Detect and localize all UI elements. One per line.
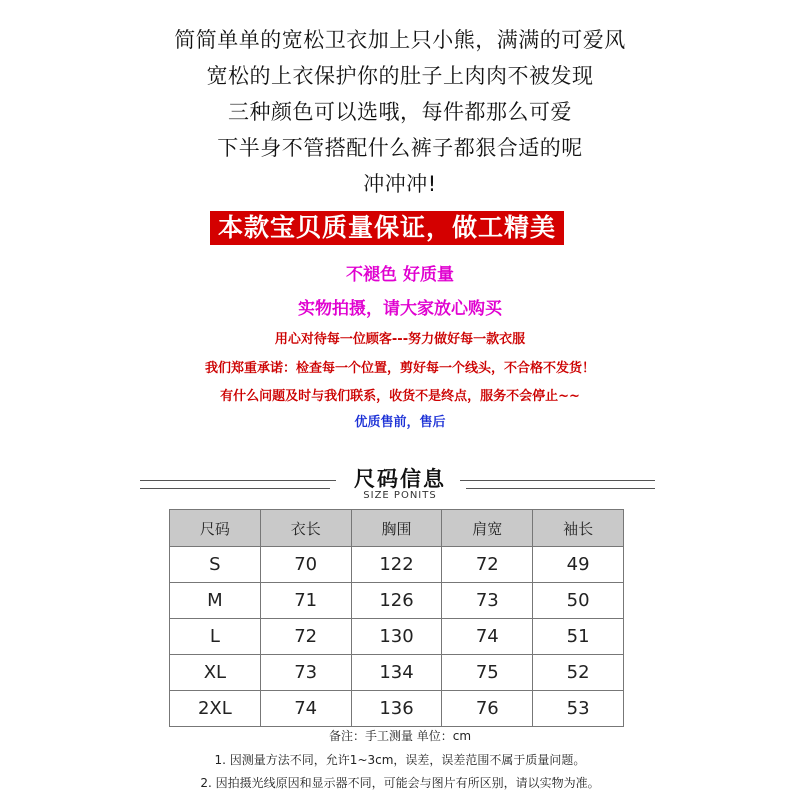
sleeve-cell: 51 [533,619,624,655]
promo-line-real-photo: 实物拍摄，请大家放心购买 [298,299,502,319]
size-cell: 2XL [170,691,261,727]
header-cell: 胸围 [351,510,442,547]
table-row [170,583,624,619]
size-table-header [170,510,624,547]
size-table [169,509,624,727]
length-cell: 74 [260,691,351,727]
promo-line-colorfast: 不褪色 好质量 [346,265,454,285]
description-line: 冲冲冲! [363,172,437,196]
table-row [170,655,624,691]
description-line: 简简单单的宽松卫衣加上只小熊，满满的可爱风 [174,28,626,52]
size-section-title: 尺码信息 [354,467,446,491]
shoulder-cell: 76 [442,691,533,727]
header-cell: 肩宽 [442,510,533,547]
promo-line-promise: 我们郑重承诺：检查每一个位置，剪好每一个线头，不合格不发货！ [204,361,595,376]
sleeve-cell: 50 [533,583,624,619]
description-line: 宽松的上衣保护你的肚子上肉肉不被发现 [206,64,594,88]
table-row [170,691,624,727]
quality-banner: 本款宝贝质量保证，做工精美 [210,211,564,245]
length-cell: 73 [260,655,351,691]
measurement-note: 备注：手工测量 单位：cm [328,729,472,743]
chest-cell: 134 [351,655,442,691]
shoulder-cell: 74 [442,619,533,655]
chest-cell: 130 [351,619,442,655]
tolerance-note: 1. 因测量方法不同，允许1~3cm，误差，误差范围不属于质量问题。 [214,753,586,767]
chest-cell: 122 [351,547,442,583]
header-cell: 尺码 [170,510,261,547]
size-cell: XL [170,655,261,691]
photo-note: 2. 因拍摄光线原因和显示器不同，可能会与图片有所区别，请以实物为准。 [200,776,600,790]
promo-line-service: 优质售前，售后 [354,415,446,430]
size-cell: L [170,619,261,655]
length-cell: 71 [260,583,351,619]
shoulder-cell: 72 [442,547,533,583]
description-line: 三种颜色可以选哦，每件都那么可爱 [228,100,572,124]
description-line: 下半身不管搭配什么裤子都狠合适的呢 [217,136,583,160]
header-cell: 袖长 [533,510,624,547]
size-cell: S [170,547,261,583]
sleeve-cell: 49 [533,547,624,583]
shoulder-cell: 75 [442,655,533,691]
chest-cell: 136 [351,691,442,727]
sleeve-cell: 53 [533,691,624,727]
header-cell: 衣长 [260,510,351,547]
product-description [0,22,800,202]
size-cell: M [170,583,261,619]
shoulder-cell: 73 [442,583,533,619]
table-row [170,547,624,583]
promo-line-contact: 有什么问题及时与我们联系，收货不是终点，服务不会停止~~ [220,389,580,404]
size-section-subtitle: SIZE PONITS [363,490,437,501]
table-row [170,619,624,655]
length-cell: 70 [260,547,351,583]
length-cell: 72 [260,619,351,655]
sleeve-cell: 52 [533,655,624,691]
promo-line-care: 用心对待每一位顾客---努力做好每一款衣服 [274,332,526,347]
chest-cell: 126 [351,583,442,619]
